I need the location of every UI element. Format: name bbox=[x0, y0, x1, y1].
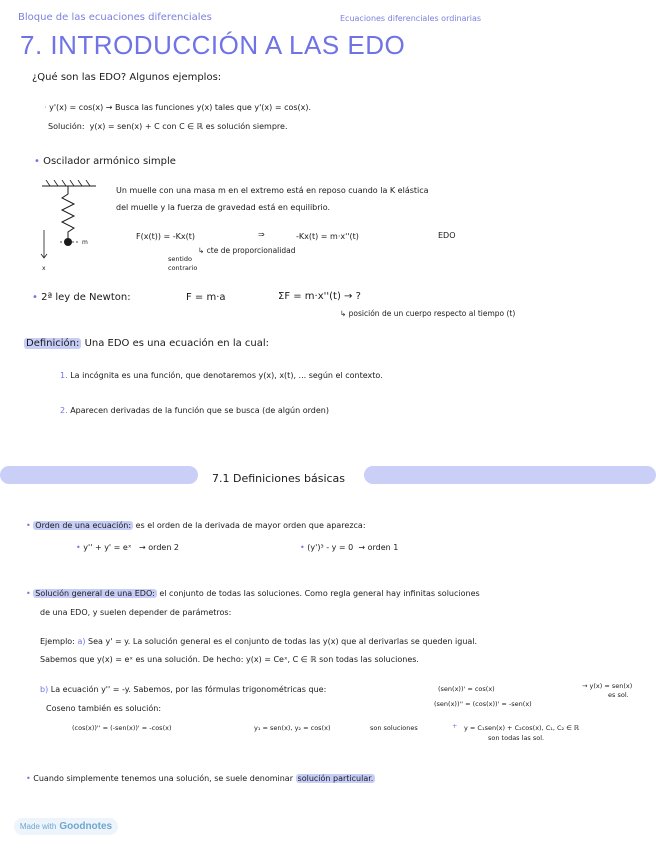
goodnotes-badge[interactable] bbox=[14, 818, 118, 835]
general-definition: • Solución general de una EDO: el conjunto de todas las soluciones. Como regla general hay infinitas soluciones bbox=[26, 589, 480, 598]
section-band-left bbox=[0, 466, 198, 484]
intro-example: · y'(x) = cos(x) → Busca las funciones y(x) tales que y'(x) = cos(x). bbox=[44, 103, 312, 112]
oscillator-sentido: sentido bbox=[168, 255, 192, 263]
example-a-2: Sabemos que y(x) = eˣ es una solución. De hecho: y(x) = Ceˣ, C ∈ ℝ son todas las soluciones. bbox=[40, 655, 419, 664]
sin-derivative-2: (sen(x))'' = (cos(x))' = -sen(x) bbox=[434, 700, 532, 708]
intro-solution: Solución: y(x) = sen(x) + C con C ∈ ℝ es solución siempre. bbox=[48, 122, 288, 131]
example-b: b) La ecuación y'' = -y. Sabemos, por las fórmulas trigonométricas que: bbox=[40, 685, 327, 694]
header-right: Ecuaciones diferenciales ordinarias bbox=[340, 14, 482, 23]
page-title: 7. INTRODUCCIÓN A LAS EDO bbox=[20, 30, 406, 60]
newton-formula-2: ΣF = m·x''(t) → ? bbox=[278, 291, 361, 302]
linear-combination-note: son todas las sol. bbox=[488, 734, 545, 742]
section-title: 7.1 Definiciones básicas bbox=[212, 472, 346, 485]
mass-label: m bbox=[82, 239, 88, 246]
example-b-cont: Coseno también es solución: bbox=[46, 704, 162, 713]
orden-example-2: • (y')³ - y = 0 → orden 1 bbox=[300, 543, 399, 552]
oscillator-desc-2: del muelle y la fuerza de gravedad está en equilibrio. bbox=[116, 203, 331, 212]
orden-definition: • Orden de una ecuación: es el orden de la derivada de mayor orden que aparezca: bbox=[26, 521, 366, 530]
oscillator-arrow: ⇒ bbox=[258, 230, 265, 239]
oscillator-force: F(x(t)) = -Kx(t) bbox=[136, 232, 195, 241]
intro-question: ¿Qué son las EDO? Algunos ejemplos: bbox=[32, 72, 222, 83]
linear-combination: y = C₁sen(x) + C₂cos(x), C₁, C₂ ∈ ℝ bbox=[464, 724, 580, 732]
definition-item-2: 2. Aparecen derivadas de la función que se busca (de algún orden) bbox=[60, 406, 329, 415]
newton-formula-1: F = m·a bbox=[186, 292, 226, 303]
basic-solutions-label: son soluciones bbox=[370, 724, 418, 732]
oscillator-k-note: ↳ cte de proporcionalidad bbox=[198, 246, 296, 255]
newton-note: ↳ posición de un cuerpo respecto al tiempo (t) bbox=[340, 309, 516, 318]
oscillator-desc-1: Un muelle con una masa m en el extremo está en reposo cuando la K elástica bbox=[116, 186, 429, 195]
sin-derivative-1: (sen(x))' = cos(x) bbox=[438, 685, 495, 693]
section-band-right bbox=[364, 466, 656, 484]
orden-example-1: • y'' + y' = eˣ → orden 2 bbox=[76, 543, 180, 552]
sin-note-1: → y(x) = sen(x) bbox=[582, 682, 633, 690]
badge-made: Made with bbox=[19, 822, 57, 831]
svg-text:x: x bbox=[42, 265, 46, 272]
oscillator-heading: • Oscilador armónico simple bbox=[34, 156, 176, 167]
header-left: Bloque de las ecuaciones diferenciales bbox=[18, 12, 212, 23]
oscillator-equation: -Kx(t) = m·x''(t) bbox=[296, 232, 359, 241]
oscillator-edo: EDO bbox=[438, 231, 456, 240]
basic-solutions: y₁ = sen(x), y₂ = cos(x) bbox=[254, 724, 331, 732]
badge-brand: Goodnotes bbox=[59, 821, 113, 832]
oscillator-contrario: contrario bbox=[168, 264, 198, 272]
definition: Definición: Una EDO es una ecuación en la cual: bbox=[26, 338, 270, 349]
definition-item-1: 1. La incógnita es una función, que denotaremos y(x), x(t), ... según el contexto. bbox=[60, 371, 383, 380]
particular-solution: • Cuando simplemente tenemos una solución, se suele denominar solución particular. bbox=[26, 774, 374, 783]
general-text-2: de una EDO, y suelen depender de parámetros: bbox=[40, 608, 232, 617]
newton-label: • 2ª ley de Newton: bbox=[32, 292, 131, 303]
sin-note-2: es sol. bbox=[608, 691, 629, 699]
plus-sign: + bbox=[452, 722, 458, 730]
spring-diagram bbox=[34, 180, 104, 272]
example-a: Ejemplo: a) Sea y' = y. La solución general es el conjunto de todas las y(x) que al derivarlas se queden igual. bbox=[40, 637, 478, 646]
cos-derivative: (cos(x))'' = (-sen(x))' = -cos(x) bbox=[72, 724, 172, 732]
